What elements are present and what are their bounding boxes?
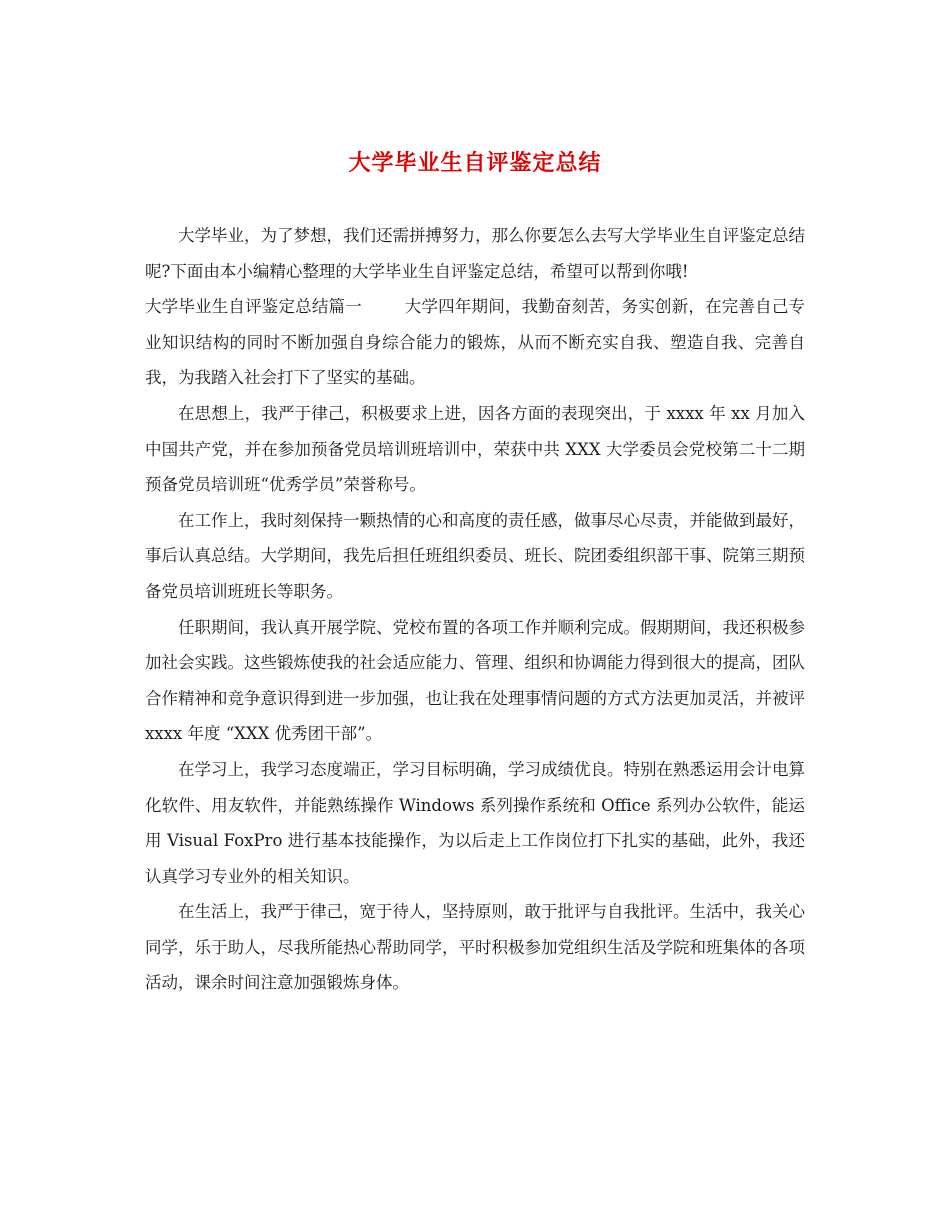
- paragraph-ideology: 在思想上，我严于律己，积极要求上进，因各方面的表现突出，于 xxxx 年 xx 月加入中国共产党，并在参加预备党员培训班培训中，荣获中共 XXX 大学委员会党校第二十二期预备党员培训班“优秀学员”荣誉称号。: [145, 403, 805, 495]
- paragraph-tenure: 任职期间，我认真开展学院、党校布置的各项工作并顺利完成。假期期间，我还积极参加社会实践。这些锻炼使我的社会适应能力、管理、组织和协调能力得到很大的提高，团队合作精神和竞争意识得到进一步加强，也让我在处理事情问题的方式方法更加灵活，并被评 xxxx 年度 “XXX 优秀团干部”。: [145, 617, 805, 744]
- section-first-paragraph-text: 大学四年期间，我勤奋刻苦，务实创新，在完善自己专业知识结构的同时不断加强自身综合能力的锻炼，从而不断充实自我、塑造自我、完善自我，为我踏入社会打下了坚实的基础。: [145, 297, 806, 388]
- section-first-paragraph: [145, 289, 805, 396]
- intro-paragraph: 大学毕业，为了梦想，我们还需拼搏努力，那么你要怎么去写大学毕业生自评鉴定总结呢?下面由本小编精心整理的大学毕业生自评鉴定总结，希望可以帮到你哦!: [145, 226, 805, 281]
- document-title: 大学毕业生自评鉴定总结: [348, 151, 602, 176]
- section-heading: 大学毕业生自评鉴定总结篇一: [145, 297, 362, 317]
- paragraph-study: 在学习上，我学习态度端正，学习目标明确，学习成绩优良。特别在熟悉运用会计电算化软件、用友软件，并能熟练操作 Windows 系列操作系统和 Office 系列办公软件，能运用 Visual FoxPro 进行基本技能操作，为以后走上工作岗位打下扎实的基础，此外，我还认真学习专业外的相关知识。: [145, 759, 805, 886]
- paragraph-work: 在工作上，我时刻保持一颗热情的心和高度的责任感，做事尽心尽责，并能做到最好，事后认真总结。大学期间，我先后担任班组织委员、班长、院团委组织部干事、院第三期预备党员培训班班长等职务。: [145, 510, 805, 601]
- paragraph-life: 在生活上，我严于律己，宽于待人，坚持原则，敢于批评与自我批评。生活中，我关心同学，乐于助人，尽我所能热心帮助同学，平时积极参加党组织生活及学院和班集体的各项活动，课余时间注意加强锻炼身体。: [145, 902, 805, 993]
- document-body: [145, 218, 805, 1001]
